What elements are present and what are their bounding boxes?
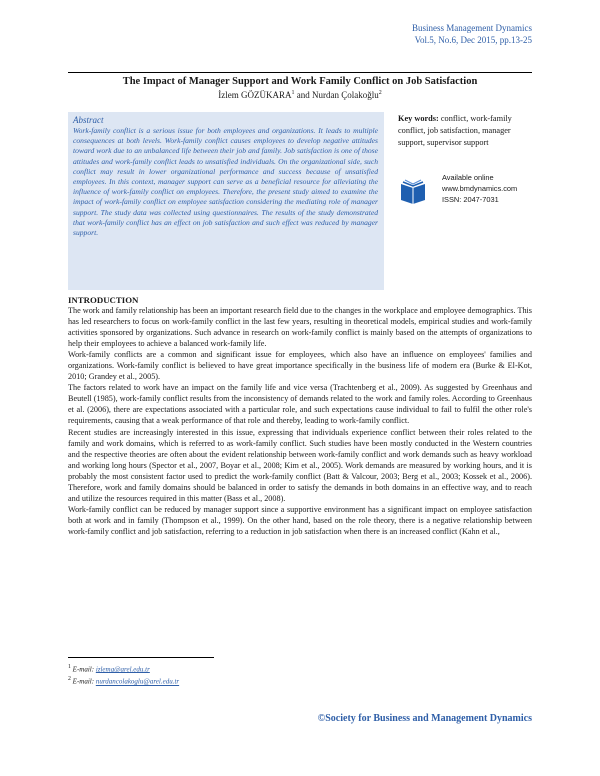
paper-title: The Impact of Manager Support and Work Family Conflict on Job Satisfaction [122,76,478,87]
footnote-1 [68,662,179,674]
availability-text [442,172,517,205]
availability-url[interactable]: www.bmdynamics.com [442,184,518,193]
paragraph: Work-family conflicts are a common and significant issue for employees, which also have an influence on employees' families and organizations. Work-family conflict is believed to have great importance specifically in the business life of modern era (Burke & El-Kot, 2010; Grandey et al., 2005). [68,350,532,382]
keywords-label: Key words: [398,114,439,123]
footnote-1-label: E-mail: [72,665,95,674]
author-2: Nurdan Çolakoğlu [312,90,379,100]
author-1-mark: 1 [291,90,295,96]
paragraph: The work and family relationship has been an important research field due to the changes in the workplace and employee demographics. This has led researchers to focus on work-family conflict in the last few years, resulting in theoretical models, empirical studies and work-family activities sponsored by organizations. Such advance in research on work-family conflict is mainly based on the attempts of organizations to help their employees to achieve a balanced work-family life. [68,306,532,349]
availability-issn: ISSN: 2047-7031 [442,195,499,204]
author-joiner: and [294,90,312,100]
section-heading-introduction: INTRODUCTION [68,295,139,305]
paragraph: The factors related to work have an impact on the family life and vice versa (Trachtenberg et al., 2009). As suggested by Greenhaus and Beutell (1985), work-family conflict results from the inconsistency of demands related to the work and family roles. According to Greenhaus et al. (2006), there are expectations associated with a particular role, and such expectations cause individual to fail to fulfil the other role's requirements, causing that a weak performance of that role and thereby, leading to work-family conflict. [68,383,532,426]
footnote-2-label: E-mail: [72,677,95,686]
author-line [68,88,532,101]
footnote-1-email-link[interactable]: izlemg@arel.edu.tr [95,665,150,674]
author-1: İzlem GÖZÜKARA [218,90,292,100]
keywords [398,113,538,149]
abstract-text: Work-family conflict is a serious issue for both employees and organizations. It leads to multiple consequences at both levels. Work-family conflict causes employees to develop negative attitudes toward work due to an unbalanced life between their job and family. Job satisfaction is one of those attitudes and work-family conflict leads to unsatisfied individuals. On the organizational side, such conflict may result in lower organizational performance and success because of unsatisfied employees. In this context, manager support can serve as a beneficial resource for alleviating the influence of work-family conflict on employees. Therefore, the present study aimed to examine the impact of work-family conflict on employee satisfaction considering the mediating role of manager support. The study data was collected using questionnaires. The results of the study demonstrated that work-family conflict has an effect on job satisfaction and such effect was reduced by manager support. [73,126,378,238]
journal-name: Business Management Dynamics [412,23,532,33]
author-2-mark: 2 [378,90,382,96]
title-rule [68,72,532,73]
body-text [68,305,532,537]
journal-volume: Vol.5, No.6, Dec 2015, pp.13-25 [414,35,532,45]
footnote-2 [68,674,179,686]
keywords-text: conflict, work-family conflict, job satisfaction, manager support, supervisor support [398,114,512,147]
footnote-2-email-link[interactable]: nurdancolakoglu@arel.edu.tr [95,677,180,686]
availability-block [398,172,538,216]
abstract-heading: Abstract [73,115,104,125]
footnotes [68,662,179,687]
abstract-box [68,112,384,290]
footnote-1-mark: 1 [68,664,71,670]
availability-online: Available online [442,173,494,182]
journal-header [412,22,532,46]
paragraph: Work-family conflict can be reduced by manager support since a supportive environment has a significant impact on employee satisfaction both at work and in family (Thompson et al., 1999). On the other hand, based on the role theory, there is a negative relationship between work-family conflict and job satisfaction, referring to a reduction in job satisfaction when there is an increased conflict (Kahn et al., [68,504,532,536]
book-icon [398,178,428,206]
footnote-2-mark: 2 [68,676,71,683]
paragraph: Recent studies are increasingly interested in this issue, expressing that individuals experience conflict between their roles related to the family and work domains, which is referred to as work-family conflict. Such studies have been mostly conducted in the Western countries and the respective theories are often about the evident relationship between work-family conflict and work demands such as heavy workload and working long hours (Spector et al., 2007, Boyar et al., 2008; Kim et al., 2005). Work demands are measured by working hours, and it is probably the most consistent factor used to predict the work-family conflict (Batt & Valcour, 2003; Berg et al., 2003; Kossek et al., 2006). Therefore, work and family domains should be balanced in order to satisfy the demands in both domains in an effective way, and to reach and utilize the resources required in this matter (Bass et al., 2008). [68,427,532,503]
copyright-notice: ©Society for Business and Management Dynamics [317,713,532,724]
footnote-rule [68,657,214,658]
